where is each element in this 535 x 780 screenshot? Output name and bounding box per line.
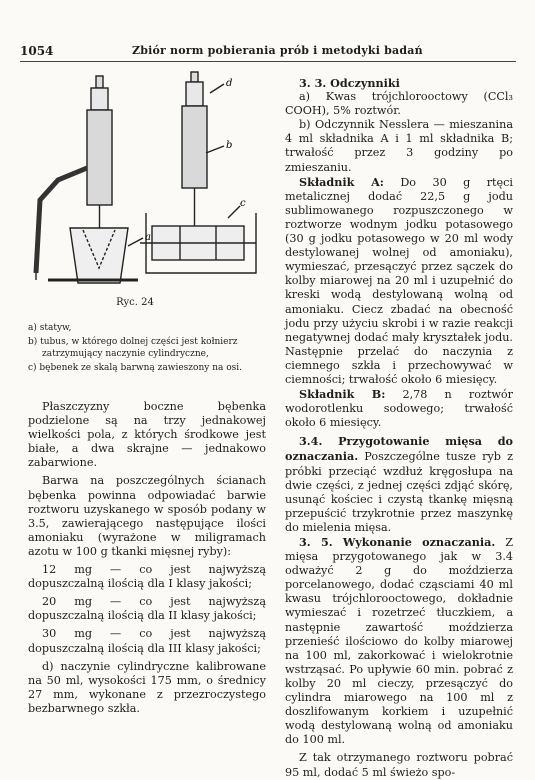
paragraph: 30 mg — co jest najwyższą dopuszczalną ilością dla III klasy jakości; — [28, 627, 266, 655]
section-3-5-text: Z mięsa przygotowanego jak w 3.4 odważyć 2 g do moździerza porcelanowego, dodać cząsciami 40 ml kwasu trójchlorooctowego, dokładnie wymieszać i rozetrzeć tłuczkiem, a następnie zawartość moździerza przenieść ilościowo do kolby miarowej na 100 ml, zakorkować i wielokrotnie wstrząsać. Po upływie 60 min. pobrać z kolby 20 ml cieczy, przesączyć do cylindra miarowego na 100 ml z doszlifowanym korkiem i uzupełnić wodą destylowaną wolną od amoniaku do 100 ml. — [285, 536, 513, 747]
paragraph: 12 mg — co jest najwyższą dopuszczalną ilością dla I klasy jakości; — [28, 563, 266, 591]
paragraph: a) Kwas trójchlorooctowy (CCl₃ COOH), 5% roztwór. — [285, 90, 513, 118]
apparatus-figure — [28, 68, 258, 293]
paragraph: 20 mg — co jest najwyższą dopuszczalną ilością dla II klasy jakości; — [28, 595, 266, 623]
skladnik-b-text: 2,78 n roztwór wodorotlenku sodowego; trwałość około 6 miesięcy. — [285, 388, 513, 430]
figure-legend — [28, 322, 268, 376]
left-column — [28, 400, 266, 716]
section-3-4-text: Poszczególne tusze ryb z próbki przeciąć wzdłuż kręgosłupa na dwie części, z jednej części zdjąć skórę, usunąć kościec i czystą tkankę mięsną przepuścić trzykrotnie przez maszynkę do mielenia mięsa. — [285, 450, 513, 534]
figure-caption: Ryc. 24 — [116, 297, 154, 308]
figure-label-b: b — [226, 140, 233, 151]
figure-label-d: d — [226, 78, 233, 89]
right-column — [285, 76, 513, 780]
paragraph — [285, 434, 513, 535]
legend-item-a: a) statyw, — [28, 323, 72, 333]
figure-label-a: a — [145, 232, 151, 243]
legend-item-b: b) tubus, w którego dolnej części jest kołnierz zatrzymujący naczynie cylindryczne, — [28, 337, 238, 359]
page-number: 1054 — [20, 44, 54, 58]
paragraph: Płaszczyzny boczne bębenka podzielone są na trzy jednakowej wielkości pola, z których środkowe jest białe, a dwa skrajne — jednakowo zabarwione. — [28, 400, 266, 470]
figure-label-c: c — [240, 198, 246, 209]
legend-item-c: c) bębenek ze skalą barwną zawieszony na osi. — [28, 363, 242, 373]
paragraph: Z tak otrzymanego roztworu pobrać 95 ml, dodać 5 ml świeżo spo- — [285, 751, 513, 779]
paragraph — [285, 387, 513, 430]
header-rule — [20, 61, 516, 62]
paragraph: b) Odczynnik Nesslera — mieszanina 4 ml składnika A i 1 ml składnika B; trwałość przez 3 godziny po zmieszaniu. — [285, 118, 513, 174]
section-heading-3-3: 3. 3. Odczynniki — [299, 76, 400, 90]
section-heading-3-5: 3. 5. Wykonanie oznaczania. — [299, 535, 496, 549]
paragraph: d) naczynie cylindryczne kalibrowane na 50 ml, wysokości 175 mm, o średnicy 27 mm, wykonane z przezroczystego bezbarwnego szkła. — [28, 659, 266, 715]
paragraph: Barwa na poszczególnych ścianach bębenka powinna odpowiadać barwie roztworu uzyskanego w sposób podany w 3.5, zawierającego następujące ilości amoniaku (wyrażone w miligramach azotu w 100 g tkanki mięsnej ryby): — [28, 474, 266, 558]
paragraph — [285, 535, 513, 747]
section-heading-3-4: 3.4. Przygotowanie mięsa do oznaczania. — [285, 434, 513, 464]
skladnik-a-label: Składnik A: — [299, 174, 384, 189]
paragraph — [285, 175, 513, 387]
skladnik-a-text: Do 30 g rtęci metalicznej dodać 22,5 g jodu sublimowanego rozpuszczonego w roztworze wodnym jodku potasowego (30 g jodku potasowego w 20 ml wody destylowanej wolnej od amoniaku), wymieszać, przesączyć przez sączek do kolby miarowej na 20 ml i uzupełnić do kreski wodą destylowaną wolną od amoniaku. Ciecz zbadać na obecność jodu przy użyciu skrobi i w razie reakcji negatywnej dodać mały kryształek jodu. Następnie przelać do naczynia z ciemnego szkła i przechowywać w ciemności; trwałość około 6 miesięcy. — [285, 175, 514, 386]
running-title: Zbiór norm pobierania prób i metodyki badań — [132, 44, 423, 57]
skladnik-b-label: Składnik B: — [299, 387, 386, 402]
